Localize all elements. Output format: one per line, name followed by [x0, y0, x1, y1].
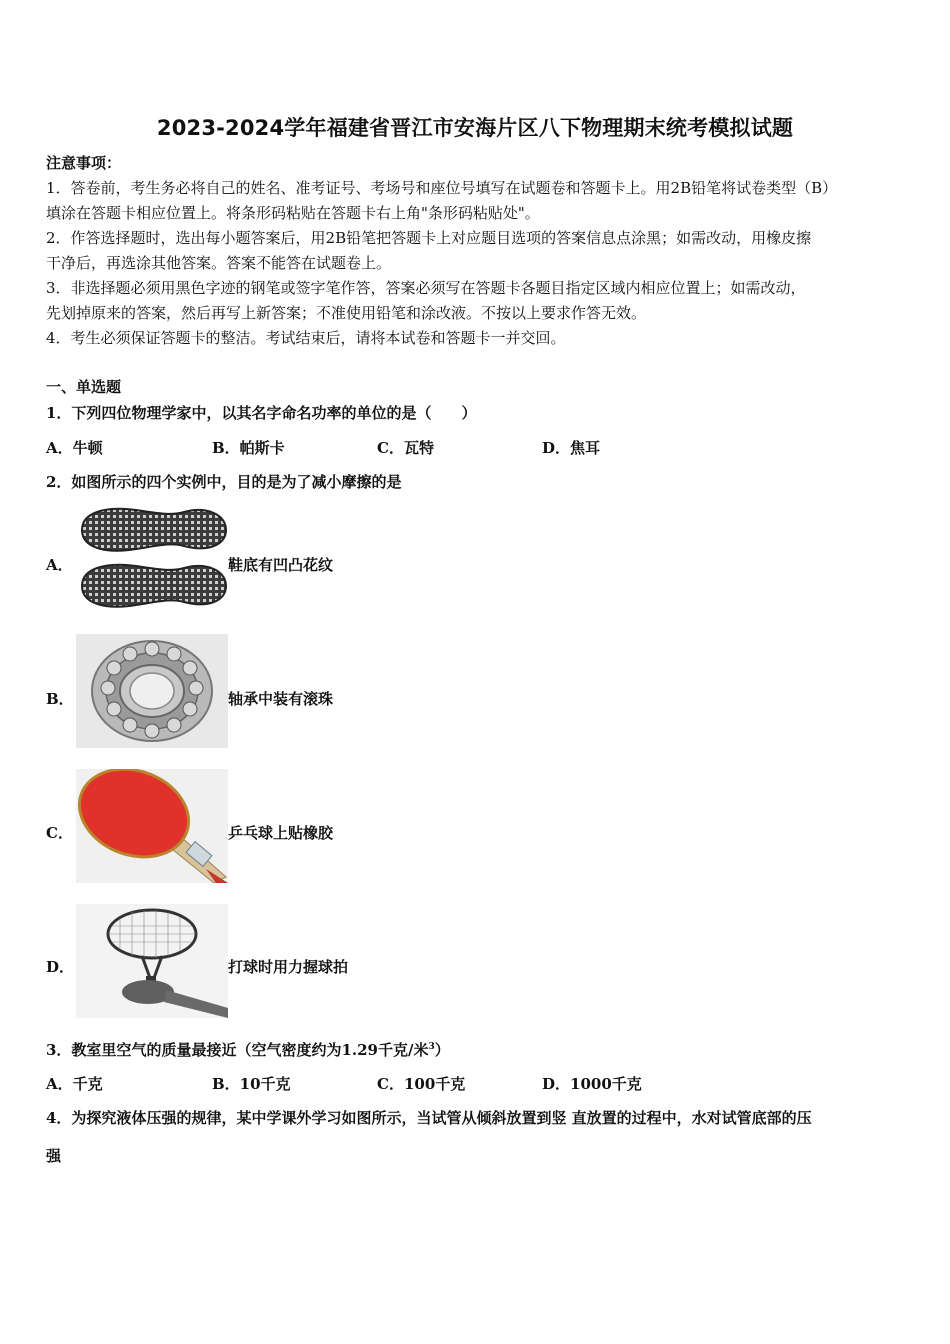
- notice-line: 4．考生必须保证答题卡的整洁。考试结束后，请将本试卷和答题卡一并交回。: [46, 329, 566, 347]
- notice-heading: 注意事项：: [46, 154, 122, 172]
- notice-line: 先划掉原来的答案，然后再写上新答案；不准使用铅笔和涂改液。不按以上要求作答无效。: [46, 304, 647, 322]
- notice-line: 1．答卷前，考生务必将自己的姓名、准考证号、考场号和座位号填写在试题卷和答题卡上。用2B铅笔将试卷类型（B）: [46, 179, 838, 197]
- option-letter: B．: [46, 690, 74, 708]
- question-3-stem-end: ）: [434, 1041, 450, 1059]
- notice-line: 3．非选择题必须用黑色字迹的钢笔或签字笔作答，答案必须写在答题卡各题目指定区域内相应位置上；如需改动，: [46, 279, 806, 297]
- ping-pong-paddle-image: [76, 769, 228, 883]
- question-3-superscript: 3: [428, 1042, 435, 1052]
- notice-line: 填涂在答题卡相应位置上。将条形码粘贴在答题卡右上角"条形码粘贴处"。: [46, 204, 540, 222]
- option-caption: 鞋底有凹凸花纹: [228, 556, 334, 574]
- question-3-stem-text: 3．教室里空气的质量最接近（空气密度约为1.29千克/米: [46, 1041, 429, 1059]
- page-title: 2023-2024学年福建省晋江市安海片区八下物理期末统考模拟试题: [156, 116, 794, 140]
- option-a: A．牛顿: [46, 439, 103, 457]
- tennis-racket-image: [76, 904, 228, 1018]
- option-letter: C．: [46, 824, 73, 842]
- question-4-stem-continued: 强: [46, 1147, 62, 1165]
- option-caption: 乒乓球上贴橡胶: [228, 824, 334, 842]
- question-4-stem: 4．为探究液体压强的规律，某中学课外学习如图所示，当试管从倾斜放置到竖 直放置的过程中，水对试管底部的压: [46, 1109, 812, 1127]
- question-3-stem: [46, 1039, 450, 1060]
- option-d: D．1000千克: [542, 1075, 642, 1093]
- option-caption: 打球时用力握球拍: [228, 958, 349, 976]
- shoe-sole-image: [76, 502, 228, 616]
- option-letter: D．: [46, 958, 75, 976]
- option-a: A．千克: [46, 1075, 103, 1093]
- question-1-stem: 1．下列四位物理学家中，以其名字命名功率的单位的是（ ）: [46, 404, 477, 422]
- option-caption: 轴承中装有滚珠: [228, 690, 334, 708]
- bearing-image: [76, 634, 228, 748]
- section-heading: 一、单选题: [46, 378, 122, 396]
- option-b: B．帕斯卡: [212, 439, 285, 457]
- option-c: C．100千克: [377, 1075, 466, 1093]
- question-2-stem: 2．如图所示的四个实例中，目的是为了减小摩擦的是: [46, 473, 402, 491]
- option-b: B．10千克: [212, 1075, 291, 1093]
- notice-line: 2．作答选择题时，选出每小题答案后，用2B铅笔把答题卡上对应题目选项的答案信息点涂黑；如需改动，用橡皮擦: [46, 229, 812, 247]
- option-c: C．瓦特: [377, 439, 434, 457]
- option-letter: A．: [46, 556, 73, 574]
- notice-line: 干净后，再选涂其他答案。答案不能答在试题卷上。: [46, 254, 392, 272]
- option-d: D．焦耳: [542, 439, 601, 457]
